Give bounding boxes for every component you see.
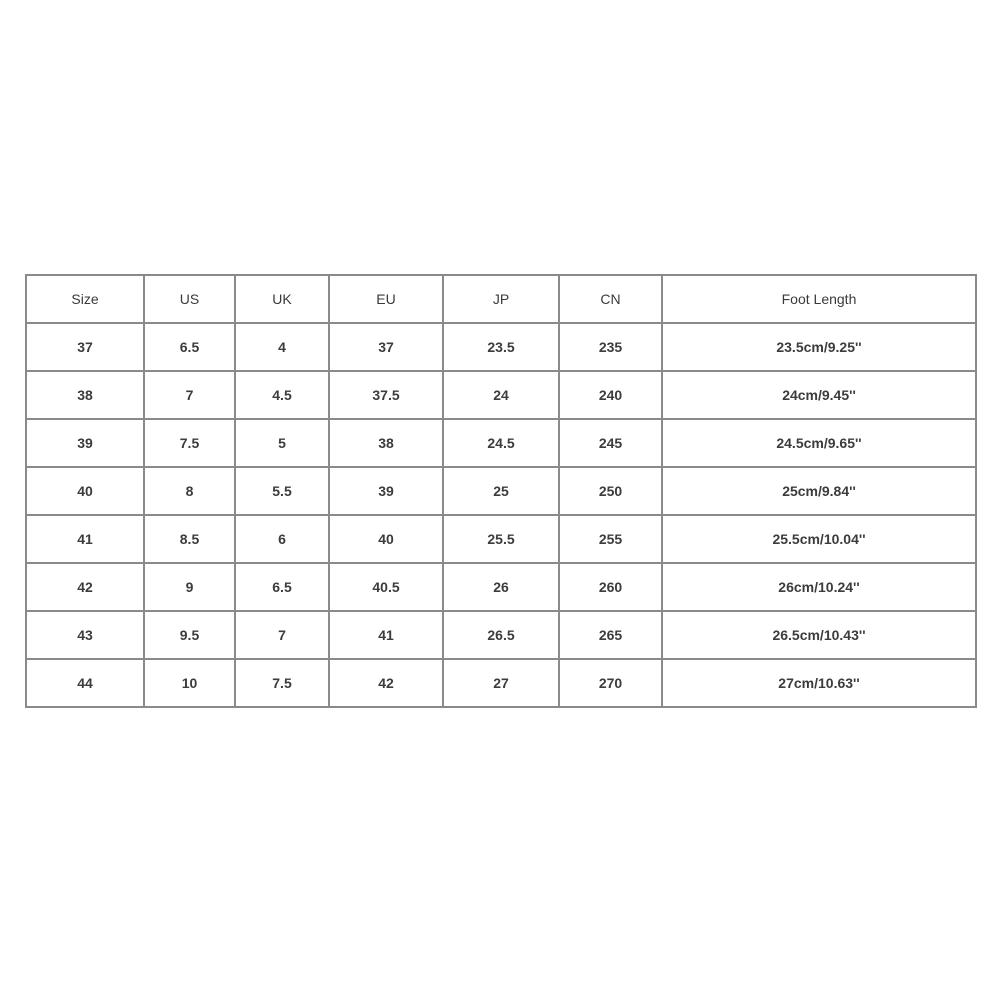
cell-size: 44 xyxy=(26,659,144,707)
cell-eu: 42 xyxy=(329,659,443,707)
cell-uk: 6 xyxy=(235,515,329,563)
cell-jp: 25 xyxy=(443,467,559,515)
cell-size: 43 xyxy=(26,611,144,659)
cell-eu: 38 xyxy=(329,419,443,467)
table-row xyxy=(26,371,976,419)
cell-uk: 4 xyxy=(235,323,329,371)
table-row xyxy=(26,467,976,515)
cell-eu: 40 xyxy=(329,515,443,563)
cell-size: 38 xyxy=(26,371,144,419)
cell-cn: 240 xyxy=(559,371,662,419)
cell-foot-length: 25cm/9.84'' xyxy=(662,467,976,515)
cell-foot-length: 24.5cm/9.65'' xyxy=(662,419,976,467)
table-row xyxy=(26,515,976,563)
table-header-row xyxy=(26,275,976,323)
cell-foot-length: 26cm/10.24'' xyxy=(662,563,976,611)
cell-cn: 245 xyxy=(559,419,662,467)
cell-us: 8 xyxy=(144,467,235,515)
cell-size: 37 xyxy=(26,323,144,371)
cell-size: 42 xyxy=(26,563,144,611)
cell-uk: 4.5 xyxy=(235,371,329,419)
cell-foot-length: 25.5cm/10.04'' xyxy=(662,515,976,563)
cell-size: 41 xyxy=(26,515,144,563)
cell-cn: 235 xyxy=(559,323,662,371)
cell-eu: 37.5 xyxy=(329,371,443,419)
table-row xyxy=(26,611,976,659)
cell-jp: 24.5 xyxy=(443,419,559,467)
cell-jp: 25.5 xyxy=(443,515,559,563)
table-row xyxy=(26,323,976,371)
cell-us: 8.5 xyxy=(144,515,235,563)
cell-uk: 7 xyxy=(235,611,329,659)
cell-uk: 6.5 xyxy=(235,563,329,611)
cell-us: 10 xyxy=(144,659,235,707)
cell-jp: 26.5 xyxy=(443,611,559,659)
cell-size: 39 xyxy=(26,419,144,467)
cell-us: 7 xyxy=(144,371,235,419)
cell-uk: 7.5 xyxy=(235,659,329,707)
cell-jp: 23.5 xyxy=(443,323,559,371)
table-row xyxy=(26,563,976,611)
cell-us: 7.5 xyxy=(144,419,235,467)
cell-foot-length: 24cm/9.45'' xyxy=(662,371,976,419)
header-us: US xyxy=(144,275,235,323)
cell-uk: 5 xyxy=(235,419,329,467)
header-cn: CN xyxy=(559,275,662,323)
cell-us: 6.5 xyxy=(144,323,235,371)
size-chart-table xyxy=(25,274,977,708)
cell-us: 9.5 xyxy=(144,611,235,659)
header-foot-length: Foot Length xyxy=(662,275,976,323)
table-row xyxy=(26,419,976,467)
cell-cn: 250 xyxy=(559,467,662,515)
cell-eu: 40.5 xyxy=(329,563,443,611)
cell-foot-length: 27cm/10.63'' xyxy=(662,659,976,707)
cell-cn: 265 xyxy=(559,611,662,659)
cell-eu: 41 xyxy=(329,611,443,659)
header-eu: EU xyxy=(329,275,443,323)
cell-uk: 5.5 xyxy=(235,467,329,515)
cell-eu: 37 xyxy=(329,323,443,371)
cell-jp: 26 xyxy=(443,563,559,611)
cell-cn: 270 xyxy=(559,659,662,707)
cell-cn: 260 xyxy=(559,563,662,611)
cell-eu: 39 xyxy=(329,467,443,515)
table-row xyxy=(26,659,976,707)
cell-foot-length: 23.5cm/9.25'' xyxy=(662,323,976,371)
cell-us: 9 xyxy=(144,563,235,611)
cell-foot-length: 26.5cm/10.43'' xyxy=(662,611,976,659)
cell-jp: 24 xyxy=(443,371,559,419)
header-size: Size xyxy=(26,275,144,323)
header-uk: UK xyxy=(235,275,329,323)
cell-jp: 27 xyxy=(443,659,559,707)
cell-cn: 255 xyxy=(559,515,662,563)
header-jp: JP xyxy=(443,275,559,323)
cell-size: 40 xyxy=(26,467,144,515)
